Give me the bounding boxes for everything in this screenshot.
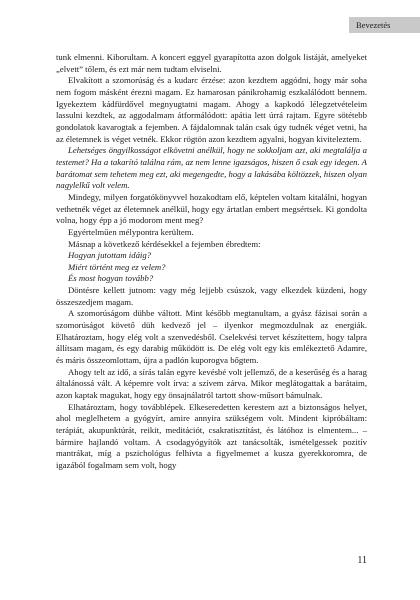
page-number: 11: [357, 555, 367, 566]
paragraph: Másnap a következő kérdésekkel a fejemben ébredtem:: [68, 238, 261, 249]
question-line: Hogyan jutottam idáig?: [68, 250, 152, 261]
paragraph: Döntésre kellett jutnom: vagy még lejjebb csúszok, vagy elkezdek küzdeni, hogy összeszedjem magam.: [56, 285, 367, 307]
question-line: Miért történt meg ez velem?: [68, 261, 166, 272]
paragraph: Ahogy telt az idő, a sírás talán egyre kevésbé volt jellemző, de a keserűség és a harag általánossá vált. A képemre volt írva: a szívem zárva. Mikor meglátogattak a barátaim, azon kaptak magukat, hogy egy önsajnálatról tartott show-műsort bámulnak.: [56, 366, 367, 401]
paragraph: Elhatároztam, hogy továbblépek. Elkeseredetten kerestem azt a biztonságos helyet, ahol meglelhetem a gyógyírt, amire annyira szükségem volt. Mindent kipróbáltam: terápiát, akupunktúrát, reikit, meditációt, csakratisztítást, és látóhoz is elmentem... – bármire hajlandó voltam. A csodagyógyítók azt tanácsolták, ismételgessek pozitív mantrákat, míg a pszichológus felhívta a figyelmemet a kusza gyerekkoromra, de igazából fogalmam sem volt, hogy: [56, 401, 367, 470]
paragraph: A szomorúságom dühbe váltott. Mint később megtanultam, a gyász fázisai során a szomorúságot követő düh kedvező jel – ilyenkor megmozdulnak az energiák. Elhatároztam, hogy elég volt a szenvedésből. Cselekvési tervet készítettem, hogy talpra állítsam magam, és egy darabig működött is. De elég volt egy kis emlékeztető Adamre, és máris összeomlottam, újra a padlón kuporogva bőgtem.: [56, 308, 367, 366]
question-line: És most hogyan tovább?: [68, 273, 154, 284]
paragraph-italic: Lehetséges öngyilkosságot elkövetni anélkül, hogy ne sokkoljam azt, aki megtalálja a testemet? Ha a takarító találna rám, az nem lenne igazságos, hiszen ő csak egy idegen. A barátomat sem tehetem meg ezt, aki megengedte, hogy a lakásába költözzek, hiszen olyan nagylelkű volt velem.: [56, 145, 367, 191]
running-header-label: Bevezetés: [356, 20, 391, 30]
paragraph: Egyértelműen mélypontra kerültem.: [68, 226, 194, 237]
paragraph: Mindegy, milyen forgatókönyvvel hozakodtam elő, képtelen voltam kitalálni, hogyan vethetnék véget az életemnek anélkül, hogy egy ártatlan embert megsértsek. Ki gondolta volna, hogy épp a jó modorom ment meg?: [56, 191, 367, 226]
body-text: [56, 52, 367, 472]
paragraph: tunk elmenni. Kiborultam. A koncert eggyel gyarapította azon dolgok listáját, amelyeket „elvett” tőlem, és ezt már nem tudtam elviselni.: [56, 52, 367, 74]
paragraph: Elvakított a szomorúság és a kudarc érzése: azon kezdtem aggódni, hogy már soha nem fogom másként érezni magam. Ez hamarosan pánikrohamig eszkalálódott bennem. Igyekeztem kádfürdővel megnyugtatni magam. Ahogy a kapkodó lélegzetvételeim lassulni kezdtek, az aggodalmam átformálódott: apátia lett úrrá rajtam. Egyre sötétebb gondolatok kavarogtak a fejemben. A fájdalomnak talán csak úgy tudnék véget vetni, ha az életemnek is véget vetnék. Ekkor rögtön azon kezdtem agyalni, hogyan kiviteleztem.: [56, 75, 367, 144]
